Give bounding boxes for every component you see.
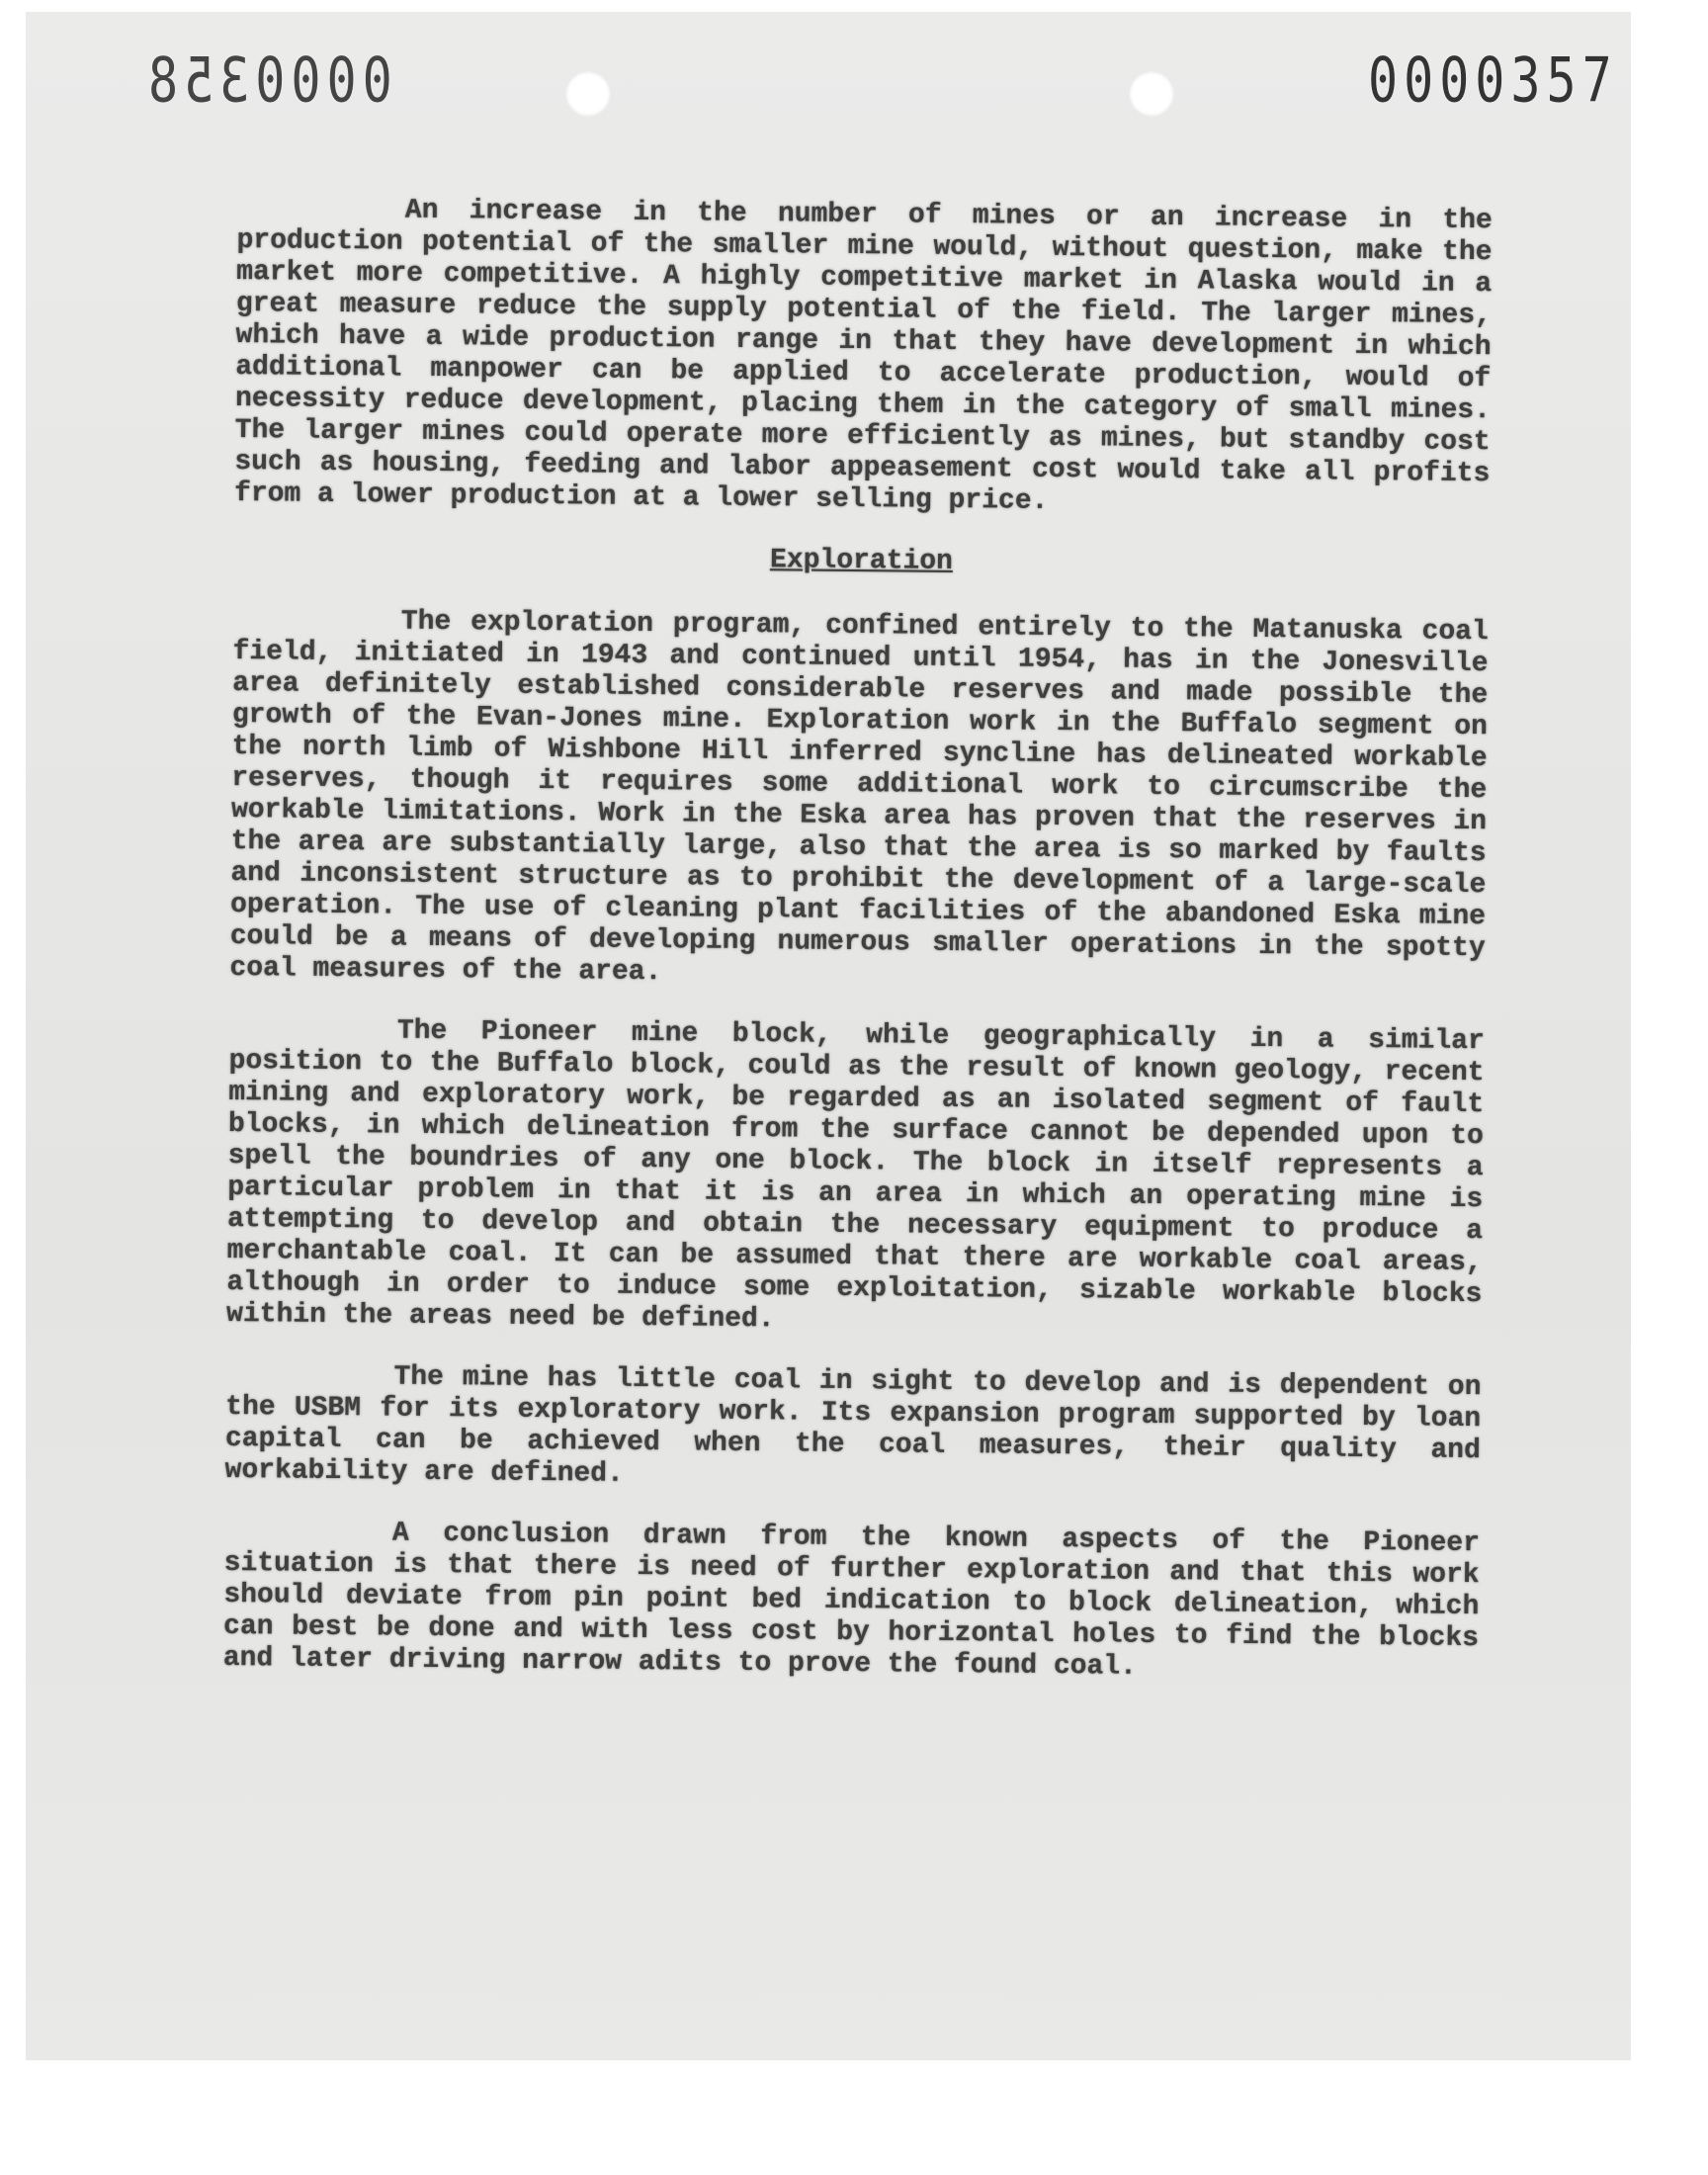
document-body (222, 194, 1493, 1716)
section-heading: Exploration (769, 545, 954, 577)
bates-stamp-mirrored: 0000358 (142, 44, 392, 117)
paragraph-mine-dependence: The mine has little coal in sight to develop and is dependent on the USBM for its exploratory work. Its expansion program supported by loan capital can be achieved when the coal measures, their quality and workability are defined. (224, 1361, 1482, 1490)
paragraph-market-competition: An increase in the number of mines or an increase in the production potential of the smaller mine would, without question, make the market more competitive. A highly competitive market in Alaska would in a great measure reduce the supply potential of the field. The larger mines, which have a wide production range in that they have development in which additional manpower can be applied to accelerate production, would of necessity reduce development, placing them in the category of small mines. The larger mines could operate more efficiently as mines, but standby cost such as housing, feeding and labor appeasement cost would take all profits from a lower production at a lower selling price. (233, 195, 1493, 517)
paragraph-conclusion: A conclusion drawn from the known aspects of the Pioneer situation is that there is need of further exploration and that this work should deviate from pin point bed indication to block delineation, which can best be done and with less cost by horizontal holes to find the blocks and later driving narrow adits to prove the found coal. (222, 1518, 1481, 1683)
bates-stamp: 0000357 (1368, 44, 1618, 117)
punch-hole-right (1129, 71, 1174, 117)
paragraph-pioneer-block: The Pioneer mine block, while geographically in a similar position to the Buffalo block, could as the result of known geology, recent mining and exploratory work, be regarded as an isolated segment of fault blocks, in which delineation from the surface cannot be depended upon to spell the boundries of any one block. The block in itself represents a particular problem in that it is an area in which an operating mine is attempting to develop and obtain the necessary equipment to produce a merchantable coal. It can be assumed that there are workable coal areas, although in order to induce some exploitation, sizable workable blocks within the areas need be defined. (225, 1015, 1485, 1336)
punch-hole-left (565, 71, 611, 117)
paragraph-exploration-program: The exploration program, confined entirely to the Matanuska coal field, initiated in 1943 and continued until 1954, has in the Jonesville area definitely established considerable reserves and made possible the growth of the Evan-Jones mine. Exploration work in the Buffalo segment on the north limb of Wishbone Hill inferred syncline has delineated workable reserves, though it requires some additional work to circumscribe the workable limitations. Work in the Eska area has proven that the reserves in the area are substantially large, also that the area is so marked by faults and inconsistent structure as to prohibit the development of a large-scale operation. The use of cleaning plant facilities of the abandoned Eska mine could be a means of developing numerous smaller operations in the spotty coal measures of the area. (229, 606, 1489, 989)
